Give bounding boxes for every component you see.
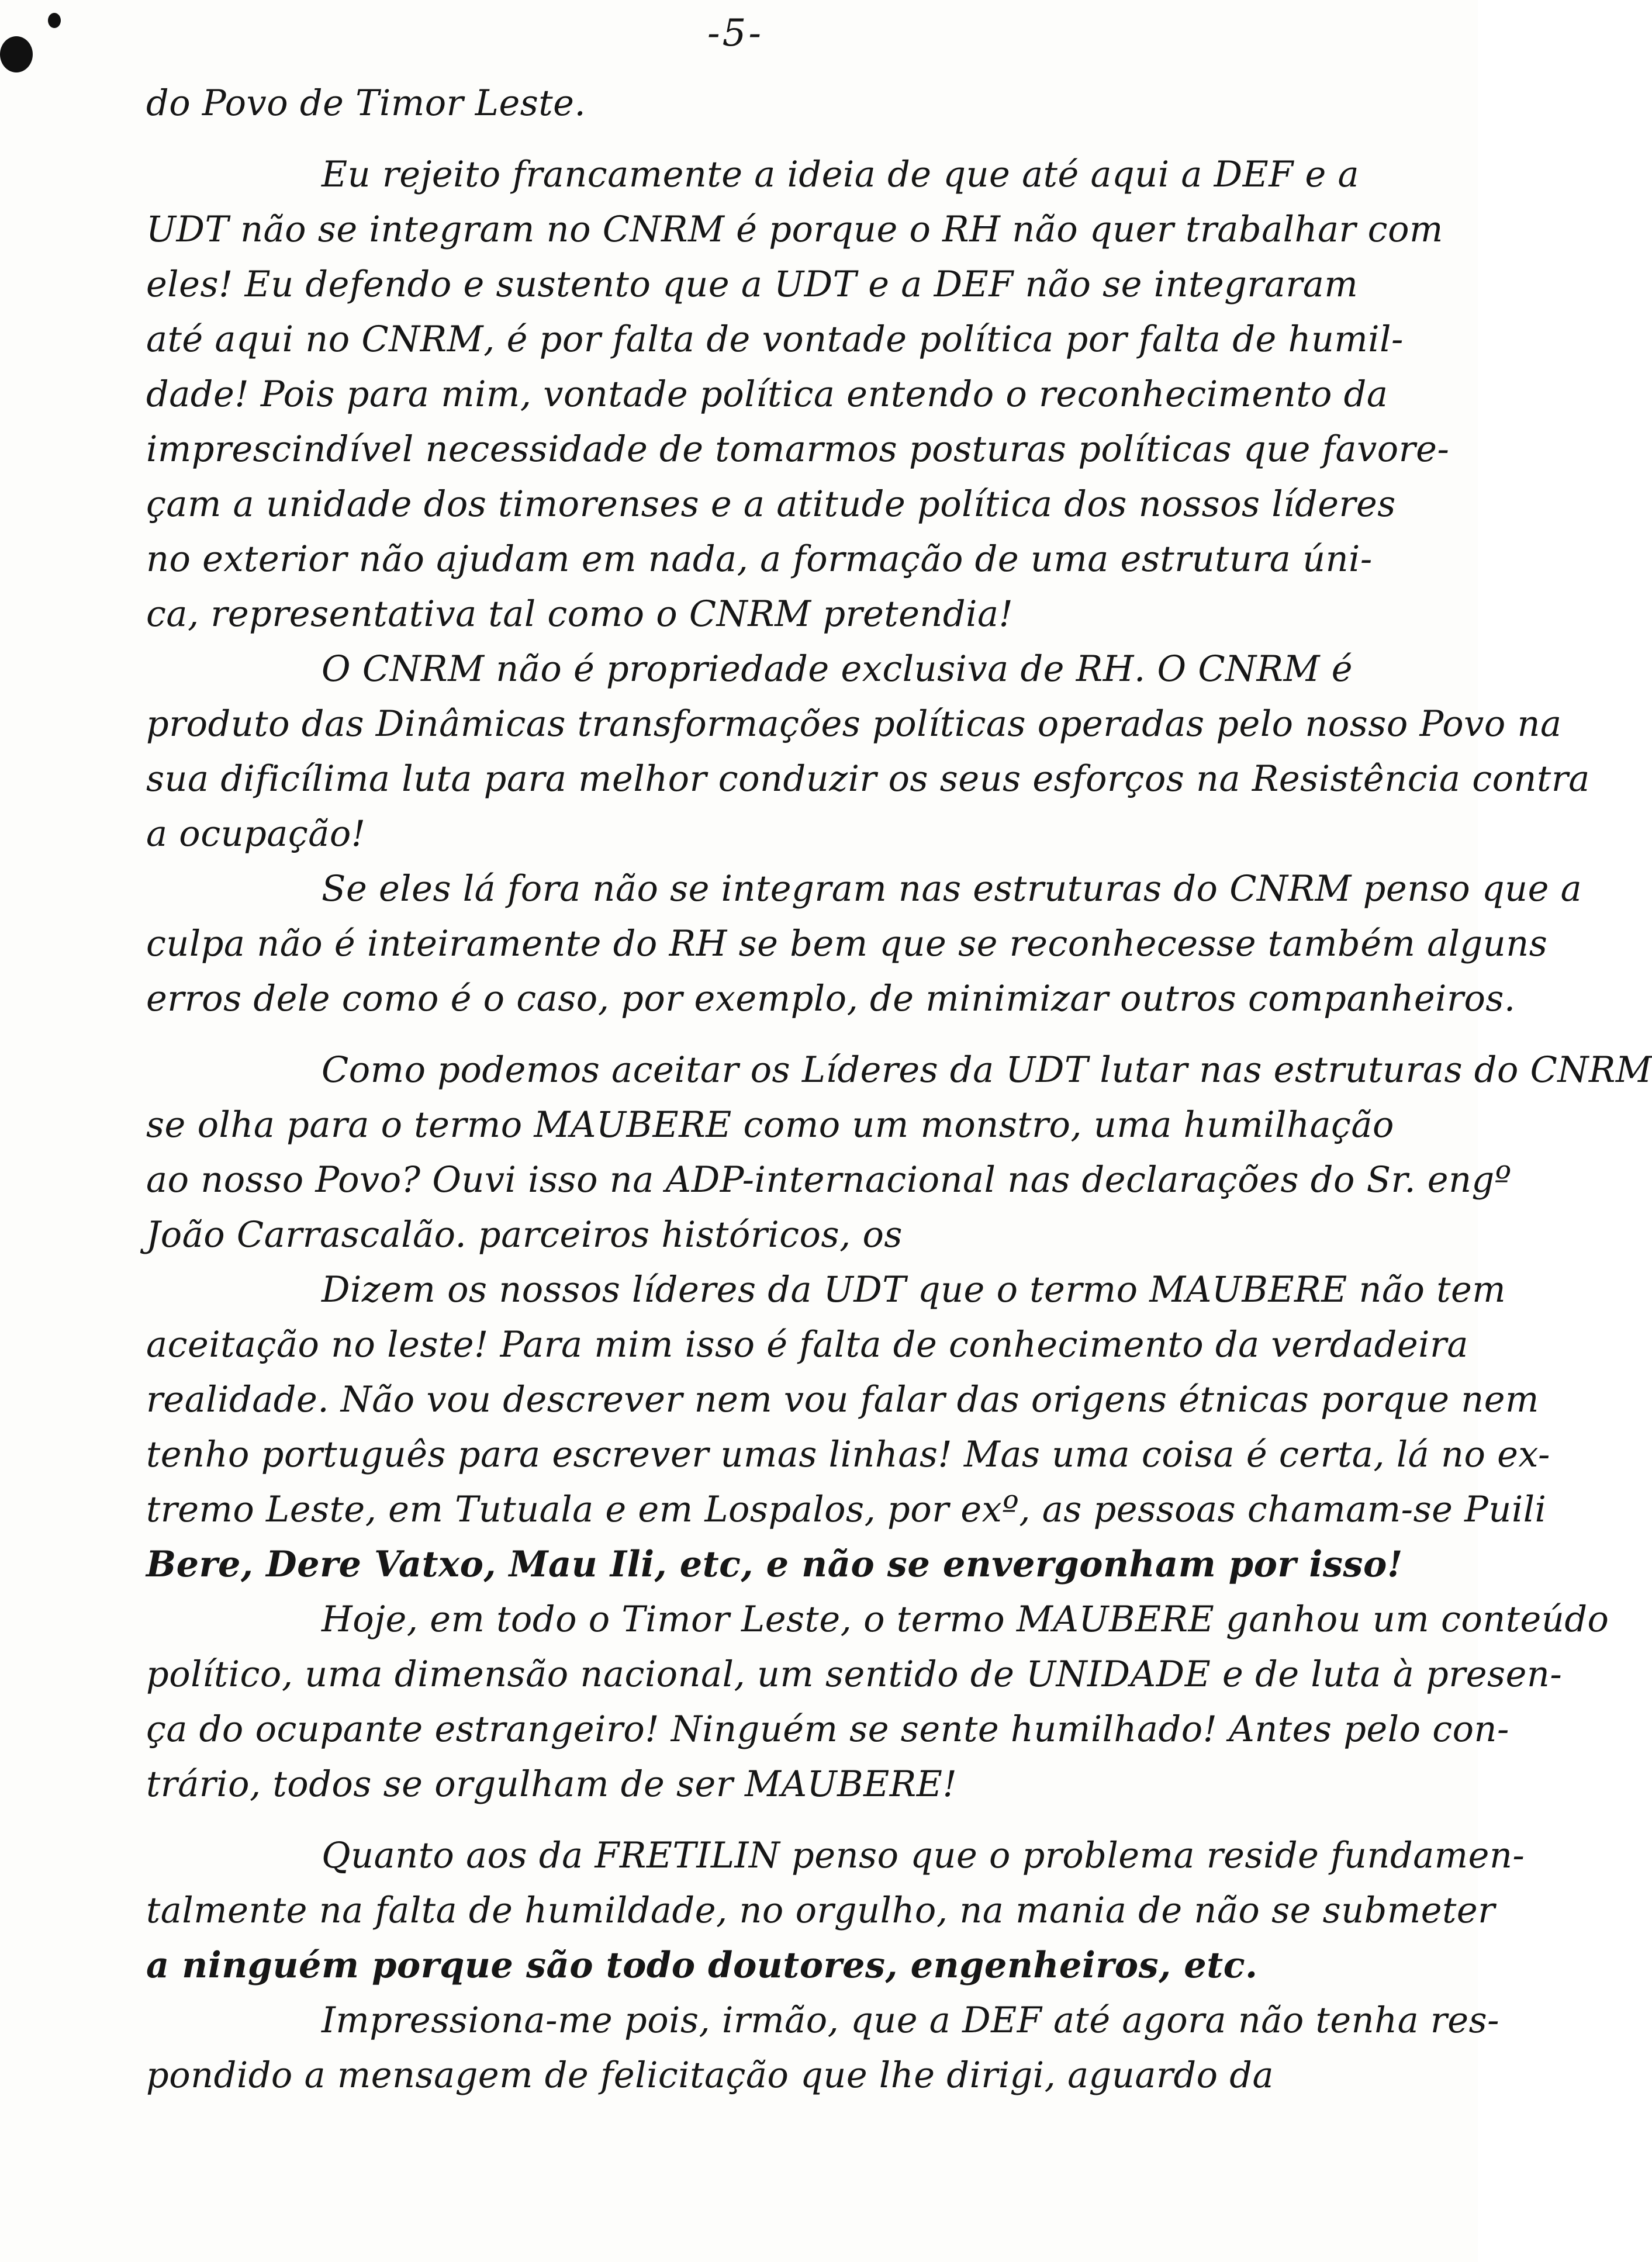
handwritten-line: do Povo de Timor Leste.: [146, 83, 586, 124]
handwritten-line: UDT não se integram no CNRM é porque o RH não quer trabalhar com: [146, 209, 1443, 250]
handwritten-line: tremo Leste, em Tutuala e em Lospalos, por exº, as pessoas chamam-se Puili: [146, 1489, 1547, 1530]
handwritten-line: aceitação no leste! Para mim isso é falta de conhecimento da verdadeira: [146, 1324, 1468, 1365]
handwritten-line: Eu rejeito francamente a ideia de que até aqui a DEF e a: [322, 154, 1360, 195]
handwritten-line: ça do ocupante estrangeiro! Ninguém se sente humilhado! Antes pelo con-: [146, 1709, 1509, 1750]
handwritten-line: Como podemos aceitar os Líderes da UDT lutar nas estruturas do CNRM: [322, 1050, 1652, 1091]
handwritten-line: O CNRM não é propriedade exclusiva de RH. O CNRM é: [322, 649, 1353, 690]
handwritten-line: Bere, Dere Vatxo, Mau Ili, etc, e não se envergonham por isso!: [146, 1544, 1403, 1585]
handwritten-line: Quanto aos da FRETILIN penso que o problema reside fundamen-: [322, 1835, 1525, 1876]
handwritten-line: Impressiona-me pois, irmão, que a DEF até agora não tenha res-: [322, 2000, 1500, 2041]
handwritten-line: realidade. Não vou descrever nem vou falar das origens étnicas porque nem: [146, 1379, 1539, 1420]
handwritten-line: dade! Pois para mim, vontade política entendo o reconhecimento da: [146, 374, 1388, 415]
handwritten-line: erros dele como é o caso, por exemplo, de minimizar outros companheiros.: [146, 978, 1516, 1019]
handwritten-line: até aqui no CNRM, é por falta de vontade política por falta de humil-: [146, 319, 1404, 360]
handwritten-line: produto das Dinâmicas transformações políticas operadas pelo nosso Povo na: [146, 704, 1562, 745]
handwritten-line: talmente na falta de humildade, no orgulho, na mania de não se submeter: [146, 1890, 1495, 1931]
handwritten-line: ao nosso Povo? Ouvi isso na ADP-internacional nas declarações do Sr. engº: [146, 1160, 1512, 1201]
handwritten-line: imprescindível necessidade de tomarmos posturas políticas que favore-: [146, 429, 1450, 470]
punch-hole-mark: [48, 13, 61, 28]
page-number: -5-: [707, 12, 763, 55]
handwritten-line: sua dificílima luta para melhor conduzir os seus esforços na Resistência contra: [146, 759, 1590, 800]
handwritten-line: se olha para o termo MAUBERE como um monstro, uma humilhação: [146, 1105, 1394, 1146]
handwritten-line: político, uma dimensão nacional, um sentido de UNIDADE e de luta à presen-: [146, 1654, 1563, 1695]
handwritten-text-body: [146, 76, 1652, 2103]
handwritten-line: eles! Eu defendo e sustento que a UDT e a DEF não se integraram: [146, 264, 1359, 305]
handwritten-line: culpa não é inteiramente do RH se bem que se reconhecesse também alguns: [146, 924, 1548, 964]
handwritten-line: João Carrascalão. parceiros históricos, os: [146, 1215, 903, 1255]
handwritten-line: no exterior não ajudam em nada, a formação de uma estrutura úni-: [146, 539, 1373, 580]
handwritten-line: Hoje, em todo o Timor Leste, o termo MAUBERE ganhou um conteúdo: [322, 1599, 1609, 1640]
handwritten-line: çam a unidade dos timorenses e a atitude política dos nossos líderes: [146, 484, 1396, 525]
handwritten-line: Dizem os nossos líderes da UDT que o termo MAUBERE não tem: [322, 1270, 1506, 1310]
handwritten-line: tenho português para escrever umas linhas! Mas uma coisa é certa, lá no ex-: [146, 1434, 1550, 1475]
handwritten-line: Se eles lá fora não se integram nas estruturas do CNRM penso que a: [322, 869, 1582, 909]
handwritten-line: ca, representativa tal como o CNRM pretendia!: [146, 594, 1014, 635]
handwritten-line: a ocupação!: [146, 814, 366, 855]
handwritten-line: trário, todos se orgulham de ser MAUBERE!: [146, 1764, 958, 1805]
handwritten-line: pondido a mensagem de felicitação que lhe dirigi, aguardo da: [146, 2055, 1274, 2096]
handwritten-line: a ninguém porque são todo doutores, engenheiros, etc.: [146, 1945, 1258, 1986]
punch-hole-mark: [0, 36, 33, 72]
